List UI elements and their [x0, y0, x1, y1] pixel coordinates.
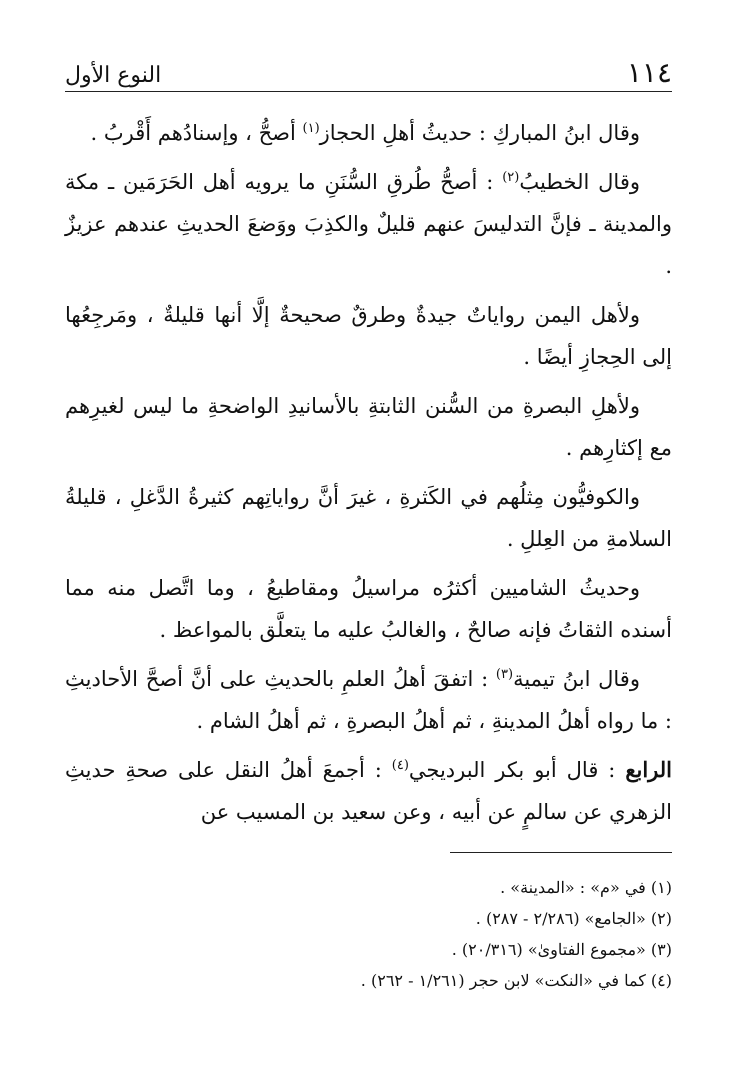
footnotes: [65, 872, 672, 996]
paragraph: [65, 749, 672, 833]
page-number: ١١٤: [626, 56, 672, 89]
footnote-ref: (٣): [495, 667, 514, 682]
paragraph: [65, 567, 672, 651]
paragraph-text: وحديثُ الشاميين أكثرُه مراسيلُ ومقاطيعُ ، وما اتَّصل منه مما أسنده الثقاتُ فإنه صالحٌ ، والغالبُ عليه ما يتعلَّق بالمواعظ .: [65, 576, 672, 642]
paragraph: [65, 294, 672, 378]
paragraph-text: وقال ابنُ تيمية: [513, 667, 640, 691]
footnote: (٢) «الجامع» (٢/٢٨٦ - ٢٨٧) .: [475, 909, 672, 928]
paragraph-text: : أصحُّ طُرقِ السُّنَنِ ما يرويه أهل الحَرَمَين ـ مكة والمدينة ـ فإنَّ التدليسَ عنهم قليلٌ والكذِبَ ووَضعَ الحديثِ عندهم عزيزٌ .: [65, 170, 672, 278]
paragraph-text: والكوفيُّون مِثلُهم في الكَثرةِ ، غيرَ أنَّ رواياتِهم كثيرةُ الدَّغلِ ، قليلةُ السلامةِ من العِللِ .: [65, 485, 672, 551]
paragraph-text: ولأهل اليمن رواياتٌ جيدةٌ وطرقٌ صحيحةٌ إلَّا أنها قليلةٌ ، ومَرجِعُها إلى الحِجازِ أيضًا .: [65, 303, 672, 369]
paragraph: [65, 385, 672, 469]
paragraph-text: ولأهلِ البصرةِ من السُّنن الثابتةِ بالأسانيدِ الواضحةِ ما ليس لغيرِهم مع إكثارِهم .: [65, 394, 672, 460]
footnote-ref: (٤): [391, 758, 409, 773]
paragraph-text: أصحُّ ، وإسنادُهم أَقْربُ .: [90, 121, 303, 145]
paragraph-text: : اتفقَ أهلُ العلمِ بالحديثِ على أنَّ أصحَّ الأحاديثِ : ما رواه أهلُ المدينةِ ، ثم أهلُ البصرةِ ، ثم أهلُ الشام .: [65, 667, 672, 733]
page-header: [65, 52, 672, 92]
footnote: (٣) «مجموع الفتاوىٰ» (٢٠/٣١٦) .: [451, 940, 672, 959]
running-title: النوع الأول: [65, 63, 162, 88]
section-lead: الرابع: [625, 757, 672, 782]
paragraph: [65, 112, 672, 154]
paragraph-text: وقال الخطيبُ: [519, 170, 641, 194]
paragraph: [65, 476, 672, 560]
paragraph-text: وقال ابنُ المباركِ : حديثُ أهلِ الحجاز: [319, 121, 640, 145]
footnote: (١) في «م» : «المدينة» .: [500, 878, 672, 897]
footnote-ref: (١): [302, 121, 320, 136]
footnote-separator: [450, 852, 672, 853]
paragraph: [65, 161, 672, 287]
body-text: [65, 112, 672, 840]
paragraph: [65, 658, 672, 742]
footnote: (٤) كما في «النكت» لابن حجر (١/٢٦١ - ٢٦٢) .: [360, 971, 672, 990]
footnote-ref: (٢): [502, 170, 520, 185]
paragraph-text: : أجمعَ أهلُ النقل على صحةِ حديثِ الزهري عن سالمٍ عن أبيه ، وعن سعيد بن المسيب عن: [65, 758, 672, 824]
paragraph-text: : قال أبو بكر البرديجي: [408, 758, 626, 782]
